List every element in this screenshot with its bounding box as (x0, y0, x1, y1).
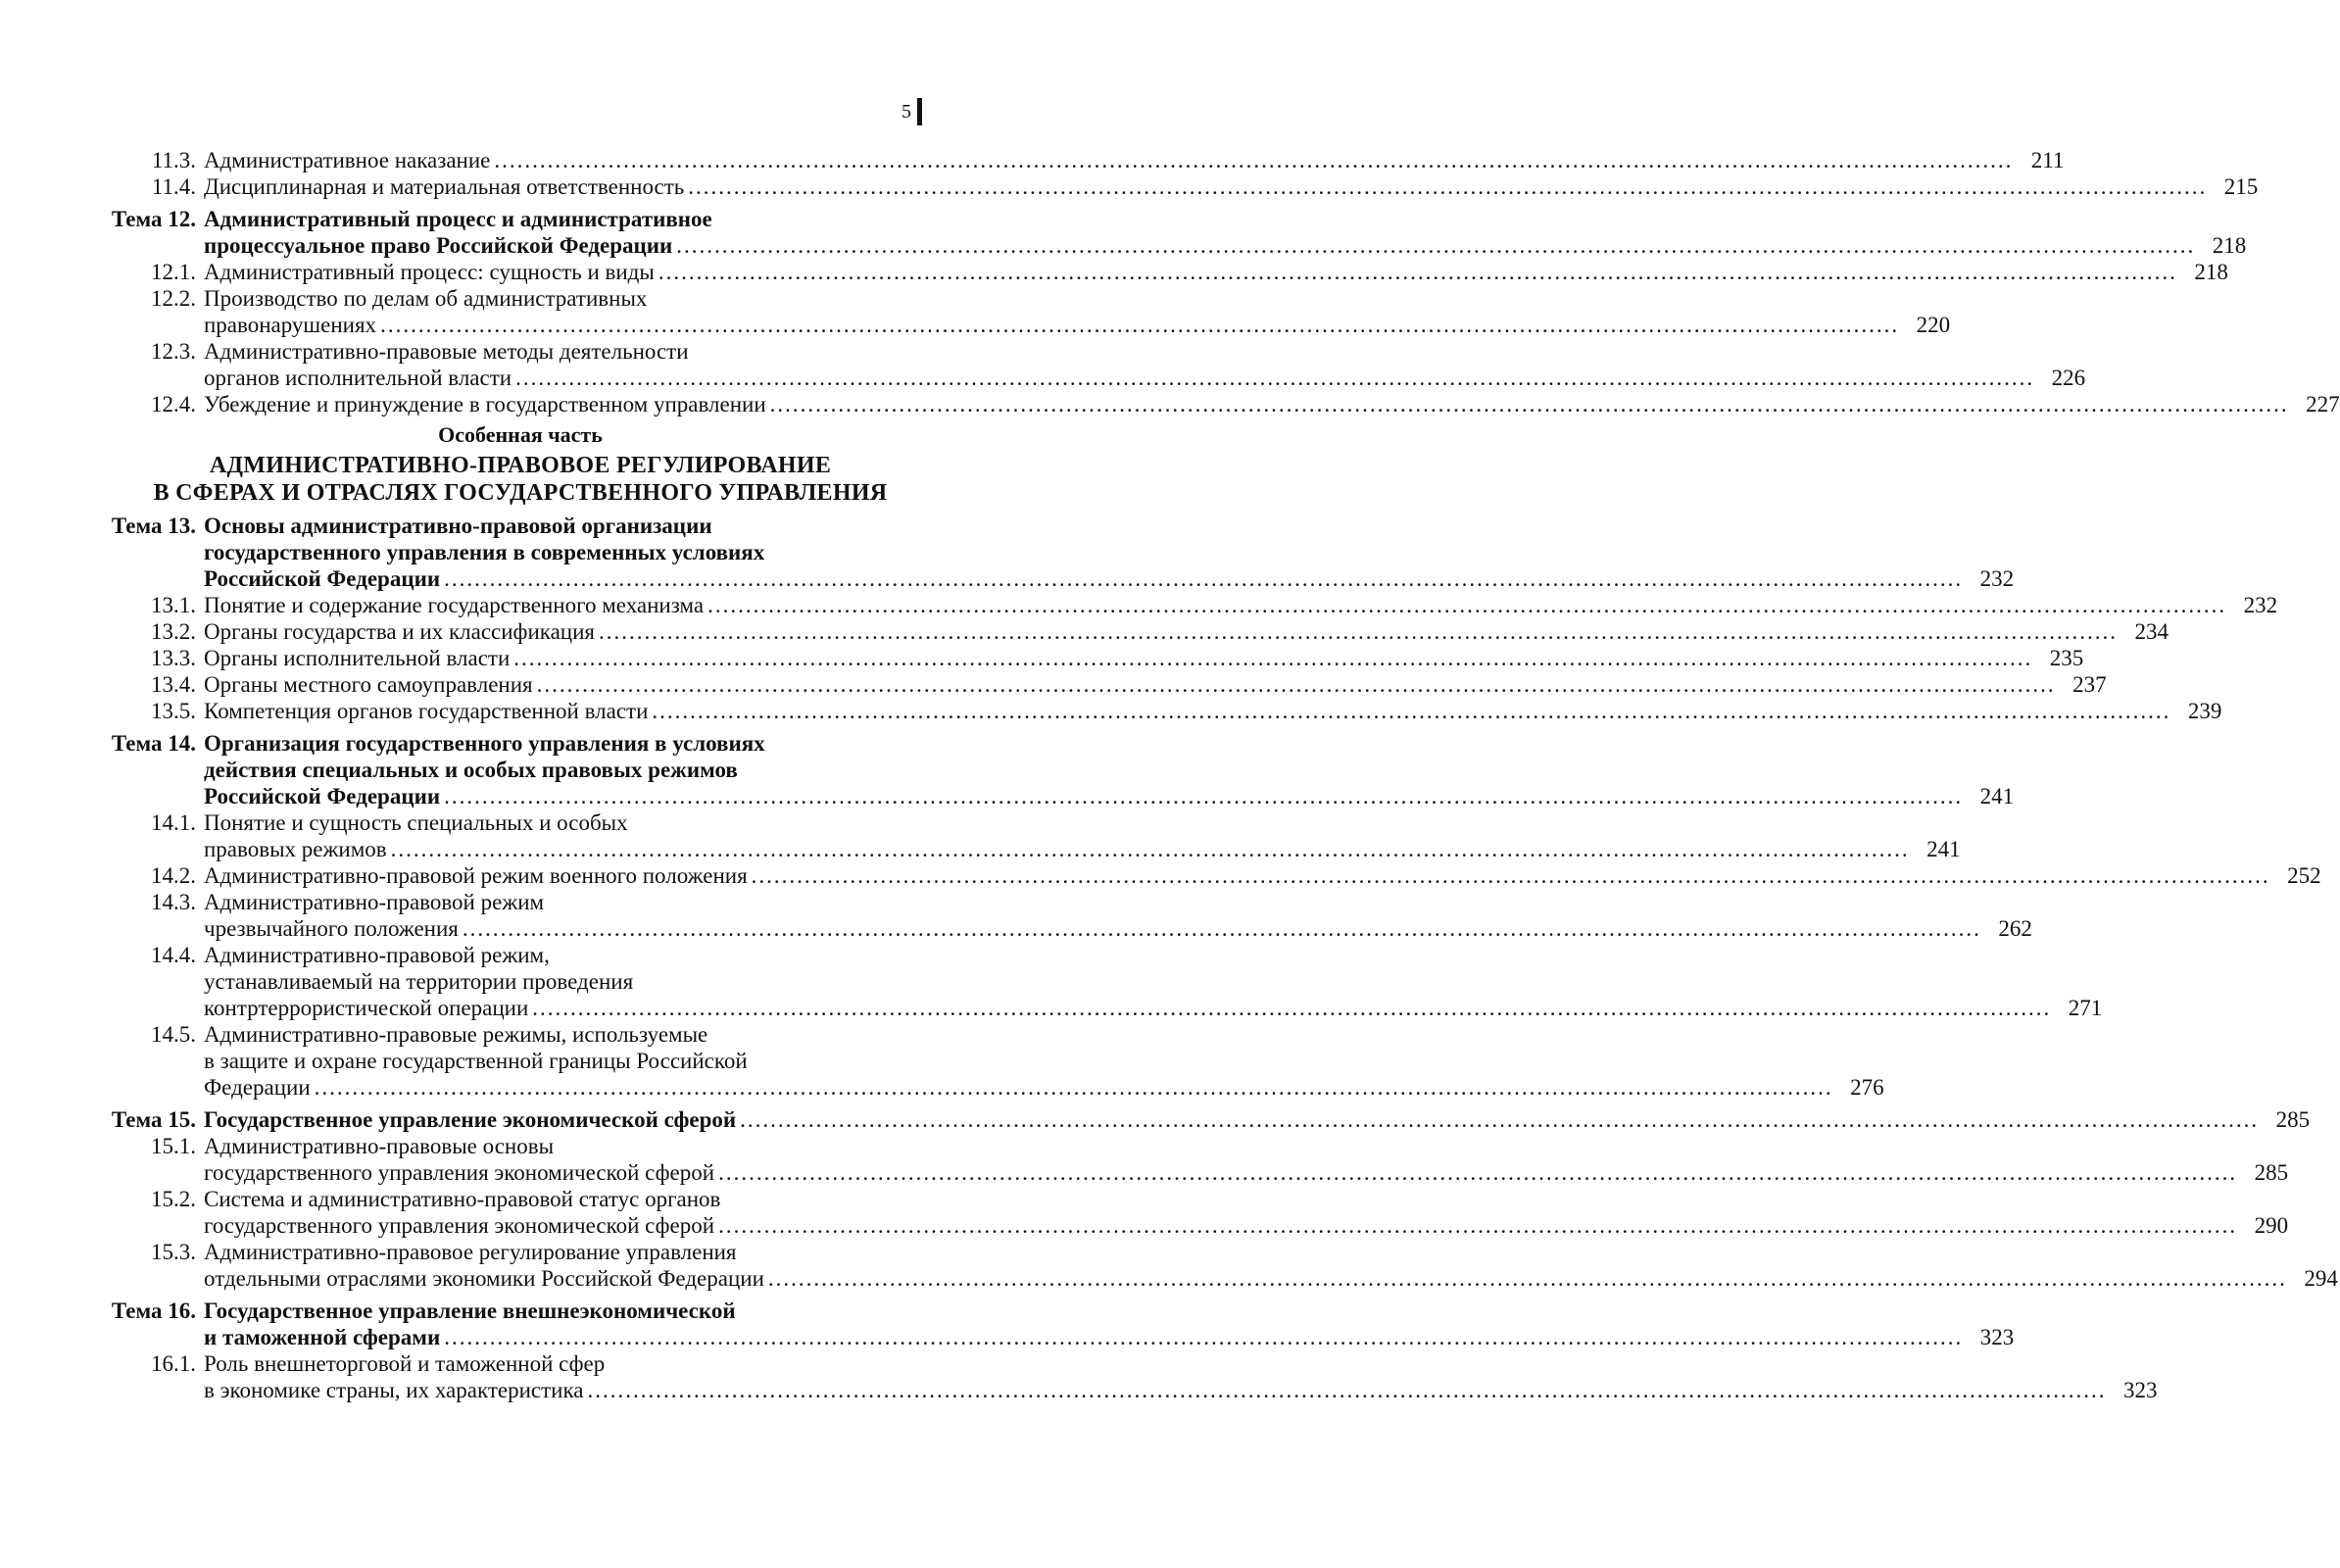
toc-entry-title: Административно-правовое регулирование управления (204, 1240, 737, 1264)
toc-entry-title: Административное наказание (204, 148, 491, 172)
toc-entry-page: 323 (1979, 1325, 2015, 1349)
toc-subsection-entry[interactable] (110, 1021, 1884, 1101)
toc-leader-dots: ........................................................................................................................................................................................................ (444, 784, 1964, 808)
toc-entry-title: государственного управления экономической сферой (204, 1213, 715, 1238)
toc-entry-title: Государственное управление внешнеэкономической (204, 1298, 736, 1323)
toc-subsection-entry[interactable] (110, 285, 1951, 338)
toc-entry-title: Органы исполнительной власти (204, 646, 511, 670)
toc-subsection-entry[interactable] (110, 592, 2278, 618)
page-number (902, 98, 922, 125)
toc-entry-title: Административно-правовые методы деятельности (204, 339, 689, 364)
toc-entry-title: Организация государственного управления в условиях (204, 731, 765, 756)
toc-entry-page: 323 (2123, 1378, 2158, 1402)
toc-entries-special (110, 513, 2338, 1403)
toc-entry-page: 215 (2223, 174, 2259, 199)
toc-entry-number: 12.1. (151, 260, 196, 284)
toc-entry-number: 14.3. (151, 890, 196, 914)
section-title-line1: АДМИНИСТРАТИВНО-ПРАВОВОЕ РЕГУЛИРОВАНИЕ (209, 453, 832, 478)
toc-leader-dots: ........................................................................................................................................................................................................ (658, 260, 2177, 284)
toc-entry-title: Административный процесс: сущность и виды (204, 260, 655, 284)
toc-entry-number: Тема 16. (111, 1298, 196, 1323)
toc-leader-dots: ........................................................................................................................................................................................................ (599, 619, 2118, 644)
toc-entry-title: Административно-правовой режим (204, 890, 545, 914)
toc-entry-page: 285 (2275, 1107, 2311, 1132)
toc-entry-title: в экономике страны, их характеристика (204, 1378, 584, 1402)
toc-entry-page: 241 (1979, 784, 2015, 808)
toc-leader-dots: ........................................................................................................................................................................................................ (587, 1378, 2107, 1402)
toc-subsection-entry[interactable] (110, 698, 2222, 724)
toc-entry-page: 226 (2051, 366, 2086, 390)
toc-subsection-entry[interactable] (110, 645, 2084, 671)
toc-entry-number: 13.3. (151, 646, 196, 670)
toc-entry-number: 12.2. (151, 286, 196, 311)
toc-entry-title: Система и административно-правовой статус органов (204, 1187, 721, 1211)
toc-entry-title: Понятие и сущность специальных и особых (204, 810, 628, 835)
toc-entry-title: устанавливаемый на территории проведения (204, 969, 634, 994)
toc-leader-dots: ........................................................................................................................................................................................................ (718, 1160, 2238, 1185)
toc-entry-number: 15.1. (151, 1134, 196, 1158)
toc-leader-dots: ........................................................................................................................................................................................................ (444, 1325, 1964, 1349)
toc-entry-title: Роль внешнеторговой и таможенной сфер (204, 1351, 606, 1376)
section-title-line2: В СФЕРАХ И ОТРАСЛЯХ ГОСУДАРСТВЕННОГО УПРАВЛЕНИЯ (153, 480, 888, 506)
toc-subsection-entry[interactable] (110, 1350, 2158, 1403)
toc-subsection-entry[interactable] (110, 1186, 2289, 1239)
toc-entry-title: Российской Федерации (204, 566, 441, 591)
toc-entry-title: Административно-правовые основы (204, 1134, 555, 1158)
toc-subsection-entry[interactable] (110, 618, 2169, 645)
toc-leader-dots: ........................................................................................................................................................................................................ (494, 148, 2014, 172)
toc-entry-page: 262 (1998, 916, 2032, 941)
toc-entry-page: 218 (2212, 233, 2247, 258)
toc-entry-title: правовых режимов (204, 837, 387, 861)
toc-subsection-entry[interactable] (110, 809, 1961, 862)
toc-entry-page: 211 (2030, 148, 2065, 172)
toc-entry-title: государственного управления экономической сферой (204, 1160, 715, 1185)
toc-entry-page: 232 (1979, 566, 2015, 591)
toc-entry-title: Административно-правовой режим военного положения (204, 863, 748, 888)
toc-entries-general (110, 147, 2340, 417)
toc-entry-page: 235 (2049, 646, 2084, 670)
toc-subsection-entry[interactable] (110, 1133, 2289, 1186)
toc-entry-number: Тема 15. (111, 1107, 196, 1132)
toc-leader-dots: ........................................................................................................................................................................................................ (314, 1075, 1833, 1100)
toc-chapter-entry[interactable] (110, 206, 2247, 259)
toc-entry-number: 15.2. (151, 1187, 196, 1211)
page-number-bar (917, 98, 922, 125)
table-of-contents (110, 147, 2340, 1403)
toc-leader-dots: ........................................................................................................................................................................................................ (767, 1266, 2287, 1291)
toc-subsection-entry[interactable] (110, 671, 2107, 698)
toc-entry-title: Органы государства и их классификация (204, 619, 595, 644)
toc-subsection-entry[interactable] (110, 147, 2065, 173)
toc-entry-title: действия специальных и особых правовых режимов (204, 758, 738, 782)
toc-entry-page: 218 (2194, 260, 2228, 284)
toc-entry-title: в защите и охране государственной границы Российской (204, 1049, 748, 1073)
toc-subsection-entry[interactable] (110, 862, 2321, 889)
toc-entry-page: 239 (2187, 699, 2222, 723)
toc-entry-page: 271 (2068, 996, 2103, 1020)
toc-entry-title: Органы местного самоуправления (204, 672, 533, 697)
toc-leader-dots: ........................................................................................................................................................................................................ (515, 366, 2035, 390)
toc-entry-page: 294 (2304, 1266, 2338, 1291)
toc-entry-page: 290 (2254, 1213, 2289, 1238)
toc-leader-dots: ........................................................................................................................................................................................................ (536, 672, 2056, 697)
toc-subsection-entry[interactable] (110, 889, 2032, 942)
toc-chapter-entry[interactable] (110, 730, 2015, 809)
toc-entry-page: 234 (2134, 619, 2169, 644)
toc-leader-dots: ........................................................................................................................................................................................................ (751, 863, 2270, 888)
toc-entry-title: органов исполнительной власти (204, 366, 512, 390)
toc-leader-dots: ........................................................................................................................................................................................................ (707, 593, 2227, 617)
page-number-text: 5 (902, 100, 911, 122)
toc-entry-title: Административно-правовые режимы, используемые (204, 1022, 708, 1047)
toc-entry-page: 227 (2306, 392, 2340, 416)
toc-entry-title: Убеждение и принуждение в государственном управлении (204, 392, 766, 416)
toc-leader-dots: ........................................................................................................................................................................................................ (380, 313, 1900, 337)
toc-entry-title: процессуальное право Российской Федерации (204, 233, 673, 258)
toc-entry-number: 14.2. (151, 863, 196, 888)
toc-entry-title: правонарушениях (204, 313, 377, 337)
toc-subsection-entry[interactable] (110, 259, 2228, 285)
toc-entry-title: Государственное управление экономической сферой (204, 1107, 737, 1132)
toc-entry-number: 14.1. (151, 810, 196, 835)
toc-entry-number: 12.3. (151, 339, 196, 364)
toc-entry-page: 220 (1916, 313, 1951, 337)
toc-entry-title: контртеррористической операции (204, 996, 529, 1020)
toc-leader-dots: ........................................................................................................................................................................................................ (652, 699, 2171, 723)
toc-subsection-entry[interactable] (110, 391, 2340, 417)
toc-entry-number: Тема 14. (111, 731, 196, 756)
toc-leader-dots: ........................................................................................................................................................................................................ (513, 646, 2033, 670)
toc-leader-dots: ........................................................................................................................................................................................................ (390, 837, 1910, 861)
toc-entry-number: 15.3. (151, 1240, 196, 1264)
toc-leader-dots: ........................................................................................................................................................................................................ (740, 1107, 2260, 1132)
toc-entry-page: 285 (2254, 1160, 2289, 1185)
toc-subsection-entry[interactable] (110, 338, 2086, 391)
toc-entry-title: Административно-правовой режим, (204, 943, 550, 967)
toc-entry-number: 16.1. (151, 1351, 196, 1376)
toc-entry-page: 276 (1850, 1075, 1884, 1100)
toc-leader-dots: ........................................................................................................................................................................................................ (532, 996, 2052, 1020)
toc-chapter-entry[interactable] (110, 1298, 2015, 1350)
toc-entry-page: 232 (2243, 593, 2278, 617)
toc-entry-number: 13.1. (151, 593, 196, 617)
toc-entry-title: чрезвычайного положения (204, 916, 459, 941)
toc-entry-title: Дисциплинарная и материальная ответственность (204, 174, 685, 199)
toc-subsection-entry[interactable] (110, 1239, 2338, 1292)
toc-chapter-entry[interactable] (110, 1106, 2311, 1133)
toc-entry-title: Компетенция органов государственной власти (204, 699, 649, 723)
toc-leader-dots: ........................................................................................................................................................................................................ (718, 1213, 2238, 1238)
toc-entry-title: Понятие и содержание государственного механизма (204, 593, 705, 617)
toc-entry-number: Тема 12. (111, 207, 196, 231)
toc-entry-number: 14.4. (151, 943, 196, 967)
toc-entry-page: 252 (2287, 863, 2321, 888)
toc-entry-page: 241 (1926, 837, 1961, 861)
toc-leader-dots: ........................................................................................................................................................................................................ (462, 916, 1981, 941)
toc-subsection-entry[interactable] (110, 942, 2103, 1021)
toc-chapter-entry[interactable] (110, 513, 2015, 592)
toc-entry-number: 11.4. (151, 174, 196, 199)
toc-entry-title: и таможенной сферами (204, 1325, 441, 1349)
toc-entry-number: 11.3. (151, 148, 196, 172)
toc-entry-page: 237 (2072, 672, 2107, 697)
toc-entry-title: отдельными отраслями экономики Российской Федерации (204, 1266, 764, 1291)
section-label: Особенная часть (438, 422, 603, 447)
toc-entry-number: 13.5. (151, 699, 196, 723)
toc-entry-title: государственного управления в современных условиях (204, 540, 765, 564)
toc-leader-dots: ........................................................................................................................................................................................................ (769, 392, 2289, 416)
toc-entry-number: 13.4. (151, 672, 196, 697)
toc-subsection-entry[interactable] (110, 173, 2259, 200)
toc-entry-title: Российской Федерации (204, 784, 441, 808)
toc-entry-title: Основы административно-правовой организации (204, 514, 712, 538)
toc-leader-dots: ........................................................................................................................................................................................................ (676, 233, 2196, 258)
toc-entry-number: 13.2. (151, 619, 196, 644)
toc-leader-dots: ........................................................................................................................................................................................................ (444, 566, 1964, 591)
toc-entry-title: Административный процесс и административное (204, 207, 712, 231)
toc-entry-number: Тема 13. (111, 514, 196, 538)
toc-leader-dots: ........................................................................................................................................................................................................ (688, 174, 2208, 199)
toc-entry-number: 12.4. (151, 392, 196, 416)
toc-entry-title: Федерации (204, 1075, 311, 1100)
toc-entry-number: 14.5. (151, 1022, 196, 1047)
toc-entry-title: Производство по делам об административных (204, 286, 648, 311)
